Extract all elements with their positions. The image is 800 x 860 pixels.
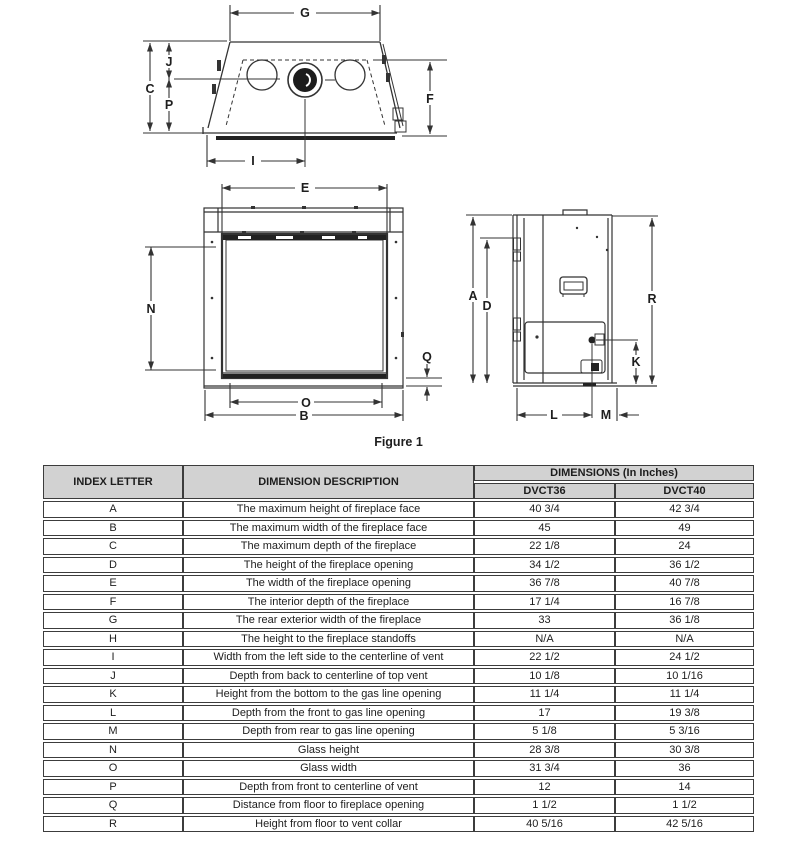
dvct40-value-cell: 24 1/2	[615, 649, 754, 666]
dim-label-g: G	[300, 6, 310, 20]
index-letter-cell: E	[43, 575, 183, 592]
dvct36-value-cell: 5 1/8	[474, 723, 615, 740]
dvct40-value-cell: 24	[615, 538, 754, 555]
dvct36-value-cell: 33	[474, 612, 615, 629]
index-letter-cell: K	[43, 686, 183, 703]
dim-label-d: D	[482, 299, 492, 313]
dim-label-r: R	[647, 292, 657, 306]
dvct40-value-cell: 30 3/8	[615, 742, 754, 759]
table-row	[43, 594, 754, 611]
dim-label-l: L	[550, 408, 558, 422]
dim-label-a: A	[468, 289, 478, 303]
index-letter-cell: O	[43, 760, 183, 777]
index-letter-cell: P	[43, 779, 183, 796]
table-row	[43, 742, 754, 759]
index-letter-cell: D	[43, 557, 183, 574]
header-dimensions-group: DIMENSIONS (In Inches)	[474, 465, 754, 481]
table-row	[43, 668, 754, 685]
table-body	[43, 501, 754, 832]
dvct36-value-cell: 36 7/8	[474, 575, 615, 592]
dvct36-value-cell: 17 1/4	[474, 594, 615, 611]
dim-Q	[406, 364, 442, 401]
dim-label-o: O	[301, 396, 311, 410]
description-cell: Height from the bottom to the gas line opening	[183, 686, 474, 703]
dim-label-j: J	[165, 55, 173, 69]
dvct36-value-cell: 11 1/4	[474, 686, 615, 703]
vent-collar-stub	[563, 210, 587, 215]
dvct40-value-cell: 42 5/16	[615, 816, 754, 833]
glass-panel	[226, 240, 383, 371]
table-row	[43, 816, 754, 833]
index-letter-cell: N	[43, 742, 183, 759]
description-cell: Depth from the front to gas line opening	[183, 705, 474, 722]
dvct36-value-cell: 10 1/8	[474, 668, 615, 685]
table-header	[43, 465, 754, 499]
description-cell: The height to the fireplace standoffs	[183, 631, 474, 648]
dimensions-table	[43, 463, 754, 834]
description-cell: The height of the fireplace opening	[183, 557, 474, 574]
table-row	[43, 797, 754, 814]
header-description: DIMENSION DESCRIPTION	[183, 465, 474, 499]
description-cell: The maximum height of fireplace face	[183, 501, 474, 518]
dvct40-value-cell: 11 1/4	[615, 686, 754, 703]
table-row	[43, 631, 754, 648]
index-letter-cell: H	[43, 631, 183, 648]
description-cell: Depth from front to centerline of vent	[183, 779, 474, 796]
dvct40-value-cell: 16 7/8	[615, 594, 754, 611]
fireplace-front-view-drawing	[130, 180, 450, 425]
dim-label-p: P	[164, 98, 174, 112]
figure-caption: Figure 1	[374, 435, 423, 449]
table-row	[43, 612, 754, 629]
dim-label-q: Q	[422, 350, 432, 364]
description-cell: Glass width	[183, 760, 474, 777]
dvct36-value-cell: 40 3/4	[474, 501, 615, 518]
dvct36-value-cell: 22 1/2	[474, 649, 615, 666]
table-row	[43, 649, 754, 666]
dvct36-value-cell: 12	[474, 779, 615, 796]
table-row	[43, 575, 754, 592]
dim-label-k: K	[631, 355, 641, 369]
dvct40-value-cell: 36	[615, 760, 754, 777]
dvct40-value-cell: 49	[615, 520, 754, 537]
dvct36-value-cell: 31 3/4	[474, 760, 615, 777]
table-row	[43, 538, 754, 555]
description-cell: Width from the left side to the centerline of vent	[183, 649, 474, 666]
dim-label-f: F	[426, 92, 434, 106]
index-letter-cell: L	[43, 705, 183, 722]
table-row	[43, 501, 754, 518]
dvct36-value-cell: N/A	[474, 631, 615, 648]
dim-label-c: C	[145, 82, 155, 96]
dvct40-value-cell: 1 1/2	[615, 797, 754, 814]
fireplace-side-view-drawing	[450, 190, 680, 435]
index-letter-cell: F	[43, 594, 183, 611]
index-letter-cell: B	[43, 520, 183, 537]
index-letter-cell: M	[43, 723, 183, 740]
dvct36-value-cell: 1 1/2	[474, 797, 615, 814]
table-row	[43, 520, 754, 537]
fireplace-top-view-drawing	[130, 0, 450, 172]
dvct36-value-cell: 45	[474, 520, 615, 537]
table-row	[43, 779, 754, 796]
dvct40-value-cell: 19 3/8	[615, 705, 754, 722]
header-model-dvct40: DVCT40	[615, 483, 754, 499]
description-cell: The width of the fireplace opening	[183, 575, 474, 592]
index-letter-cell: Q	[43, 797, 183, 814]
dvct36-value-cell: 17	[474, 705, 615, 722]
dvct40-value-cell: 42 3/4	[615, 501, 754, 518]
gas-line-opening	[589, 337, 596, 344]
description-cell: Depth from rear to gas line opening	[183, 723, 474, 740]
index-letter-cell: C	[43, 538, 183, 555]
index-letter-cell: I	[43, 649, 183, 666]
description-cell: The maximum width of the fireplace face	[183, 520, 474, 537]
front-view-body	[204, 206, 404, 388]
dimensions-table-wrap	[43, 463, 754, 834]
description-cell: Glass height	[183, 742, 474, 759]
index-letter-cell: G	[43, 612, 183, 629]
dvct40-value-cell: 10 1/16	[615, 668, 754, 685]
header-model-dvct36: DVCT36	[474, 483, 615, 499]
dvct40-value-cell: 14	[615, 779, 754, 796]
index-letter-cell: A	[43, 501, 183, 518]
description-cell: The maximum depth of the fireplace	[183, 538, 474, 555]
index-letter-cell: R	[43, 816, 183, 833]
fireplace-opening	[222, 234, 387, 378]
dvct36-value-cell: 22 1/8	[474, 538, 615, 555]
dim-label-i: I	[251, 154, 255, 168]
table-row	[43, 557, 754, 574]
side-view-body	[513, 210, 657, 418]
header-index-letter: INDEX LETTER	[43, 465, 183, 499]
dvct36-value-cell: 28 3/8	[474, 742, 615, 759]
top-view-body	[174, 42, 406, 167]
right-vent-hole	[335, 60, 365, 90]
description-cell: The rear exterior width of the fireplace	[183, 612, 474, 629]
description-cell: The interior depth of the fireplace	[183, 594, 474, 611]
index-letter-cell: J	[43, 668, 183, 685]
table-row	[43, 686, 754, 703]
dvct40-value-cell: N/A	[615, 631, 754, 648]
dim-label-e: E	[300, 181, 310, 195]
dim-label-n: N	[146, 302, 156, 316]
dvct40-value-cell: 36 1/8	[615, 612, 754, 629]
dvct40-value-cell: 36 1/2	[615, 557, 754, 574]
description-cell: Depth from back to centerline of top vent	[183, 668, 474, 685]
dvct36-value-cell: 34 1/2	[474, 557, 615, 574]
table-row	[43, 760, 754, 777]
description-cell: Distance from floor to fireplace opening	[183, 797, 474, 814]
table-row	[43, 723, 754, 740]
table-row	[43, 705, 754, 722]
dvct36-value-cell: 40 5/16	[474, 816, 615, 833]
dvct40-value-cell: 5 3/16	[615, 723, 754, 740]
description-cell: Height from floor to vent collar	[183, 816, 474, 833]
dim-label-m: M	[600, 408, 612, 422]
dim-label-b: B	[299, 409, 309, 423]
dvct40-value-cell: 40 7/8	[615, 575, 754, 592]
left-vent-hole	[247, 60, 277, 90]
